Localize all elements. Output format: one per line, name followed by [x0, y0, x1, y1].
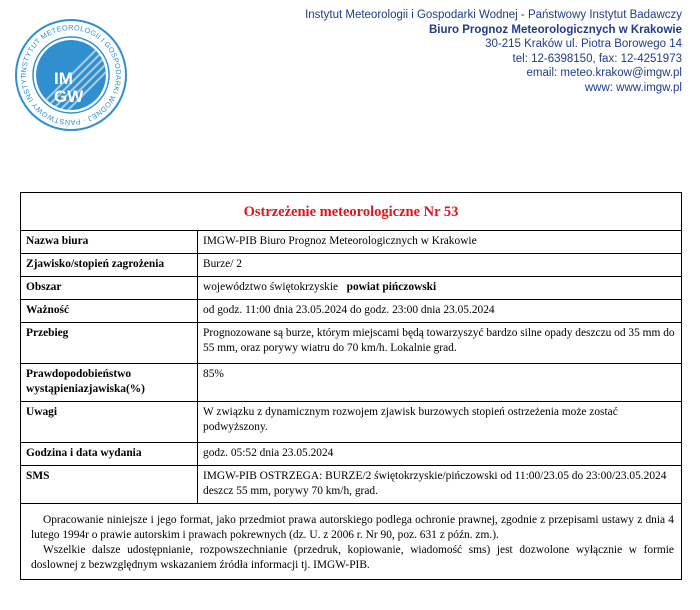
area-county: powiat pińczowski [346, 281, 437, 293]
table-row [21, 231, 682, 254]
phone-fax: tel: 12-6398150, fax: 12-4251973 [512, 52, 682, 65]
table-row [21, 300, 682, 323]
title-row [21, 193, 682, 231]
imgw-logo [14, 18, 128, 132]
issued-value: godz. 05:52 dnia 23.05.2024 [198, 443, 682, 466]
table-row [21, 443, 682, 466]
table-row [21, 402, 682, 443]
office-name: Biuro Prognoz Meteorologicznych w Krakowie [428, 23, 682, 36]
usage-text: Wszelkie dalsze udostępnianie, rozpowszechnianie (przedruk, kopiowanie, wiadomość sms) jest dozwolone wyłącznie w formie doslownej z bezwzględnym wskazaniem źródła informacji tj. IMGW-PIB. [31, 544, 674, 571]
copyright-note [21, 504, 682, 580]
phenomenon-label: Zjawisko/stopień zagrożenia [21, 254, 198, 277]
letterhead [305, 8, 682, 96]
table-row [21, 277, 682, 300]
table-row [21, 466, 682, 504]
area-label: Obszar [21, 277, 198, 300]
remarks-value: W związku z dynamicznym rozwojem zjawisk burzowych stopień ostrzeżenia może zostać podwyższony. [198, 402, 682, 443]
phenomenon-value: Burze/ 2 [198, 254, 682, 277]
probability-label: Prawdopodobieństwo wystąpieniazjawiska(%) [21, 364, 198, 402]
logo-abbr-bottom: GW [54, 87, 84, 106]
footer-row [21, 504, 682, 580]
table-row [21, 323, 682, 364]
copyright-text: Opracowanie niniejsze i jego format, jako przedmiot prawa autorskiego podlega ochronie prawnej, zgodnie z przepisami ustawy z dnia 4 lutego 1994r o prawie autorskim i prawach pokrewnych (dz. U. z 2006 r. Nr 90, poz. 631 z późn. zm.). [31, 514, 674, 541]
area-value [198, 277, 682, 300]
table-row [21, 364, 682, 402]
course-value: Prognozowane są burze, którym miejscami będą towarzyszyć bardzo silne opady deszczu od 35 mm do 55 mm, oraz porywy wiatru do 70 km/h. Lokalnie grad. [198, 323, 682, 364]
logo-abbr-top: IM [54, 69, 73, 88]
institute-name: Instytut Meteorologii i Gospodarki Wodnej - Państwowy Instytut Badawczy [305, 9, 682, 21]
remarks-label: Uwagi [21, 402, 198, 443]
warning-table [20, 192, 682, 580]
www-link[interactable]: www: www.imgw.pl [584, 81, 682, 94]
email-link[interactable]: email: meteo.krakow@imgw.pl [526, 67, 682, 80]
warning-title: Ostrzeżenie meteorologiczne Nr 53 [21, 193, 682, 231]
table-row [21, 254, 682, 277]
validity-value: od godz. 11:00 dnia 23.05.2024 do godz. 23:00 dnia 23.05.2024 [198, 300, 682, 323]
issued-label: Godzina i data wydania [21, 443, 198, 466]
area-voivodeship: województwo świętokrzyskie [203, 281, 339, 293]
office-label: Nazwa biura [21, 231, 198, 254]
logo-ring-text: INSTYTUT METEOROLOGII I GOSPODARKI WODNEJ · PAŃSTWOWY INSTYT [18, 22, 124, 128]
sms-value: IMGW-PIB OSTRZEGA: BURZE/2 świętokrzyskie/pińczowski od 11:00/23.05 do 23:00/23.05.2024 deszcz 55 mm, porywy 70 km/h, grad. [198, 466, 682, 504]
validity-label: Ważność [21, 300, 198, 323]
office-value: IMGW-PIB Biuro Prognoz Meteorologicznych w Krakowie [198, 231, 682, 254]
probability-value: 85% [198, 364, 682, 402]
address: 30-215 Kraków ul. Piotra Borowego 14 [485, 38, 682, 51]
course-label: Przebieg [21, 323, 198, 364]
sms-label: SMS [21, 466, 198, 504]
